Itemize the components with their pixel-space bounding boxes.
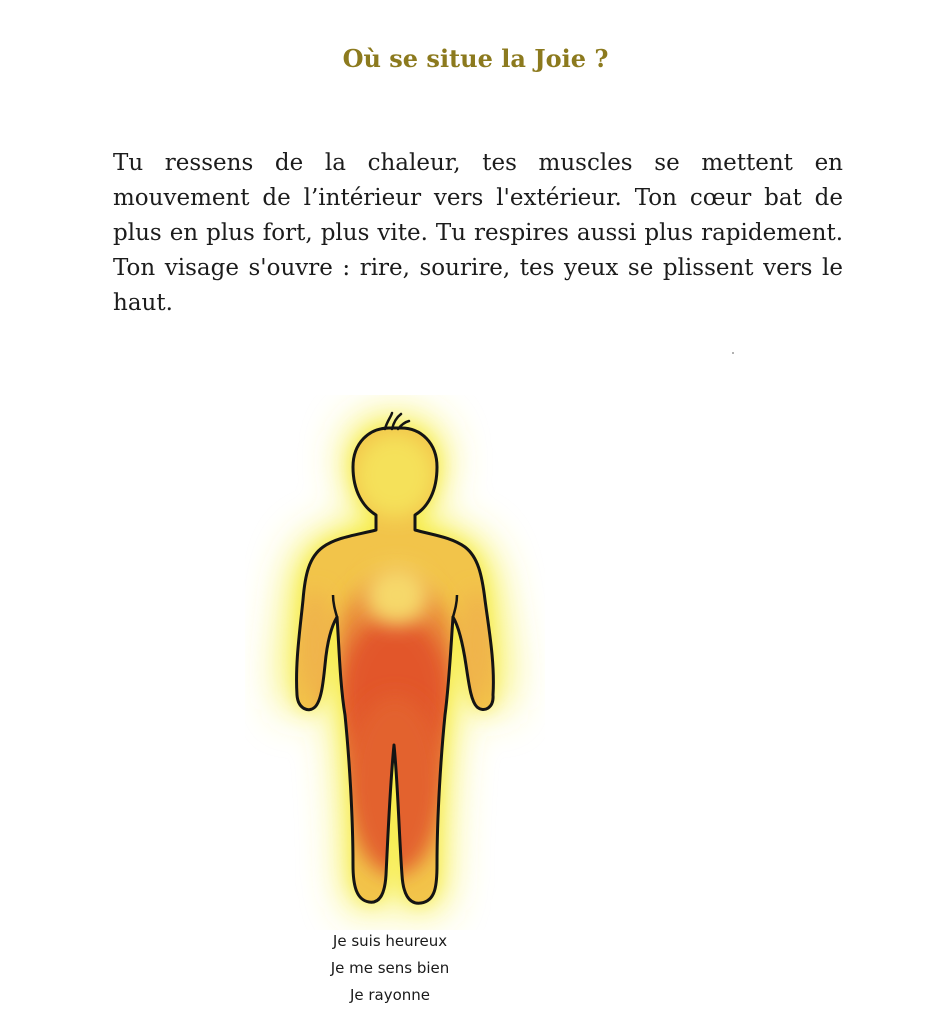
joy-body-illustration — [245, 395, 545, 930]
caption-line-1: Je suis heureux — [332, 932, 448, 950]
paragraph-text: Tu ressens de la chaleur, tes muscles se mettent en mouvement de l’intérieur vers l'extérieur. Ton cœur bat de plus en plus fort, plus vite. Tu respires aussi plus rapidement. Ton visage s'ouvre : rire, sourire, tes yeux se plissent vers le haut. — [113, 150, 843, 316]
child-silhouette-joy-icon — [245, 395, 545, 930]
body-paragraph — [113, 146, 843, 321]
page-title: Où se situe la Joie ? — [342, 44, 609, 73]
stray-dot — [732, 352, 734, 354]
caption-line-3: Je rayonne — [349, 986, 431, 1004]
caption-line-2: Je me sens bien — [330, 959, 450, 977]
illustration-caption — [290, 928, 490, 1009]
